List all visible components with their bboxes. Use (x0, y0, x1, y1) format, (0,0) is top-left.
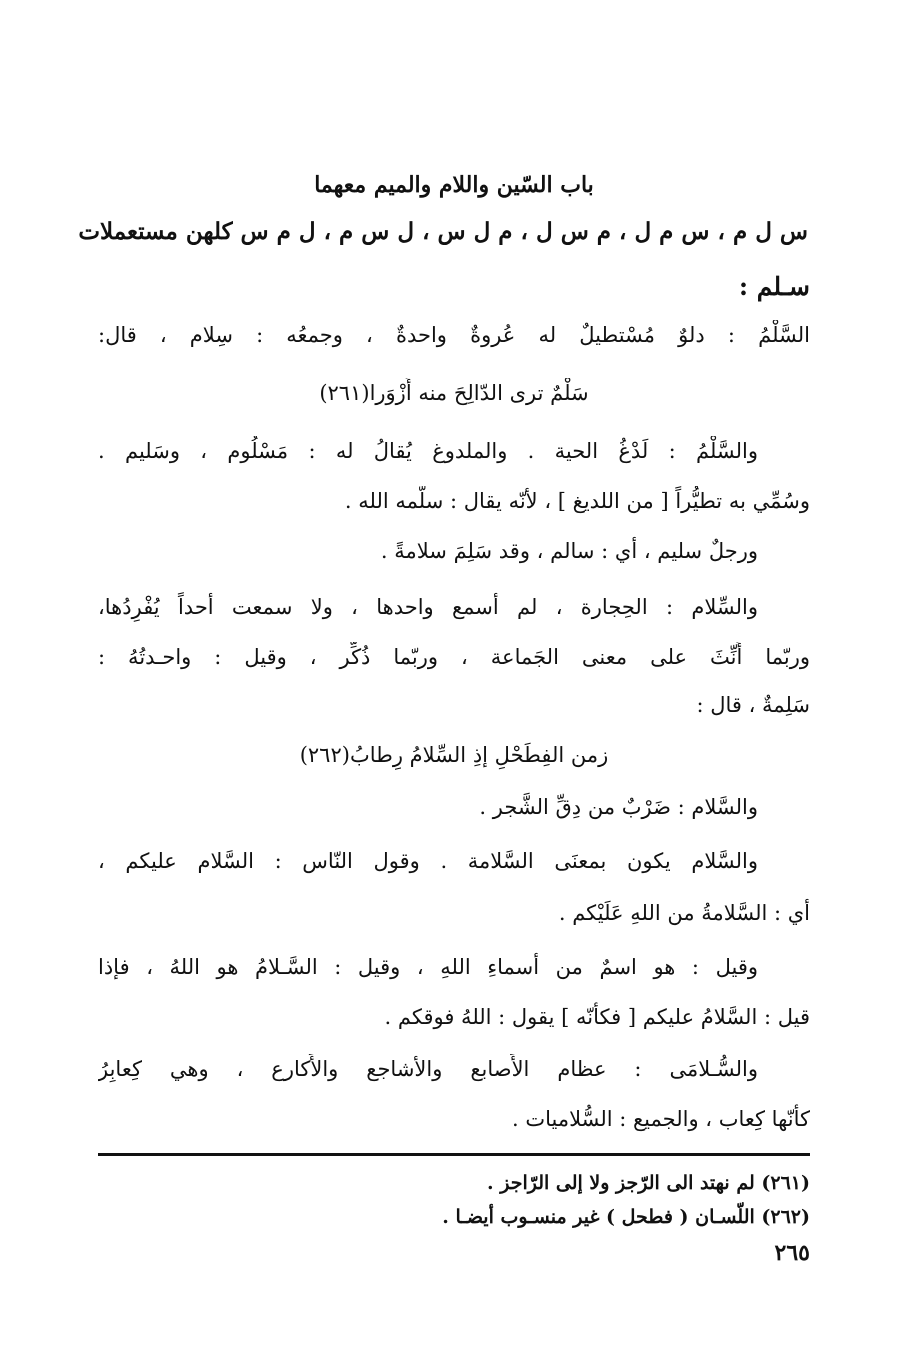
body-line: والسَّلام يكون بمعنَى السَّلامة . وقول النّاس : السَّلام عليكم ، (98, 849, 758, 873)
footnote: (٢٦٢) اللّسـان ( فطحل ) غير منسـوب أيضـا . (442, 1206, 810, 1228)
body-line: وقيل : هو اسمٌ من أسماءِ اللهِ ، وقيل : السَّـلامُ هو اللهُ ، فإذا (98, 955, 758, 979)
body-line: والسِّلام : الحِجارة ، لم أسمع واحدها ، ولا سمعت أحداً يُفْرِدُها، (98, 595, 758, 619)
chapter-title: باب السّين واللام والميم معهما (314, 172, 594, 198)
body-line: كأنّها كِعاب ، والجميع : السُّلاميات . (511, 1107, 810, 1131)
page-number: ٢٦٥ (774, 1240, 810, 1266)
body-line: والسَّلْمُ : لَدْغُ الحية . والملدوغ يُقالُ له : مَسْلُوم ، وسَليم . (98, 439, 758, 463)
body-line: والسَّلام : ضَرْبٌ من دِقِّ الشَّجر . (479, 795, 758, 819)
entry-heading: سـلم : (738, 272, 810, 301)
body-line: وربّما أُنِّثَ على معنى الجَماعة ، وربّما ذُكِّر ، وقيل : واحـدتُهُ : (98, 645, 810, 669)
body-line: السَّلْمُ : دلوٌ مُسْتطيلٌ له عُروةٌ واحدةٌ ، وجمعُه : سِلام ، قال: (98, 323, 810, 347)
body-line: والسُّـلامَى : عظام الأَصابع والأشاجع والأَكارع ، وهي كِعابِرُ (98, 1057, 758, 1081)
verse-line: سَلْمٌ ترى الدّالِحَ منه أَزْوَرا(٢٦١) (319, 381, 589, 405)
body-line: ورجلٌ سليم ، أي : سالم ، وقد سَلِمَ سلامةً . (380, 539, 758, 563)
roots-line: س ل م ، س م ل ، م س ل ، م ل س ، ل س م ، ل م س كلهن مستعملات (78, 218, 808, 245)
body-line: وسُمِّي به تطيُّراً [ من اللديغ ] ، لأنّه يقال : سلّمه الله . (344, 489, 810, 513)
footnote-divider (98, 1153, 810, 1156)
body-line: قيل : السَّلامُ عليكم [ فكأنّه ] يقول : اللهُ فوقكم . (384, 1005, 810, 1029)
body-line: أي : السَّلامةُ من اللهِ عَلَيْكم . (558, 901, 810, 925)
verse-line: زمن الفِطَحْلِ إذِ السِّلامُ رِطابُ(٢٦٢) (299, 743, 609, 767)
body-line: سَلِمةٌ ، قال : (696, 693, 810, 717)
footnote: (٢٦١) لم نهتد الى الرّجز ولا إلى الرّاجز . (487, 1172, 810, 1194)
